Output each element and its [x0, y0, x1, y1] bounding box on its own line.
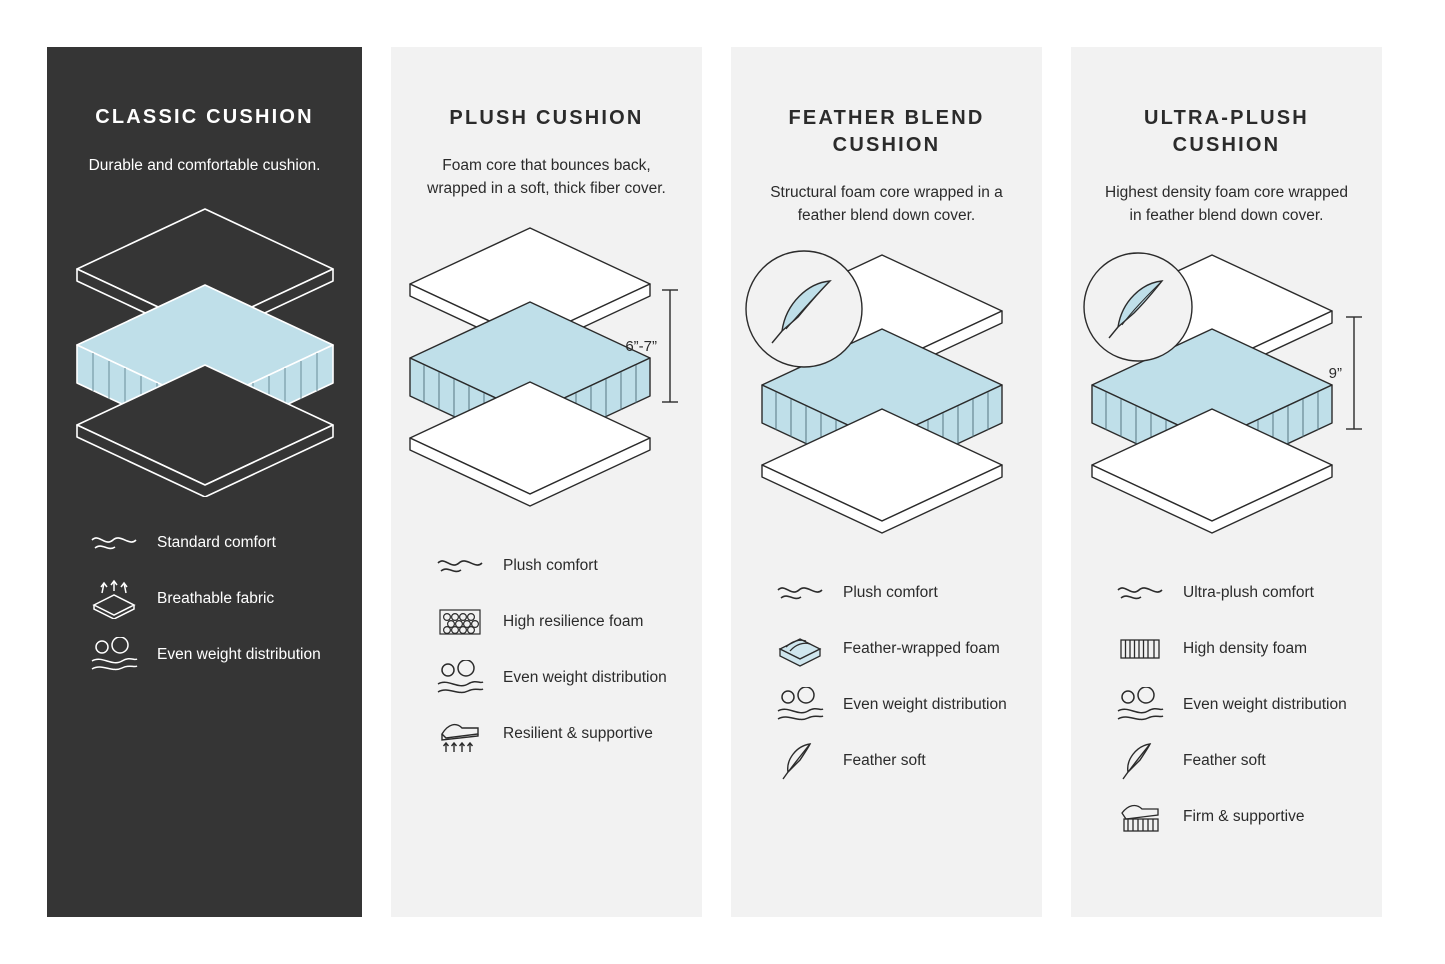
feature-item — [1071, 565, 1382, 621]
feature-item — [1071, 789, 1382, 845]
feature-label: Standard comfort — [157, 534, 276, 551]
feature-item — [731, 621, 1042, 677]
feature-list — [1071, 565, 1382, 845]
feature-list — [391, 538, 702, 762]
feature-label: Even weight distribution — [1183, 696, 1347, 713]
feature-item — [47, 515, 362, 571]
feature-label: Even weight distribution — [843, 696, 1007, 713]
feature-item — [391, 538, 702, 594]
card-title: CLASSIC CUSHION — [95, 106, 314, 128]
feature-label: Ultra-plush comfort — [1183, 584, 1314, 601]
feature-label: High density foam — [1183, 640, 1308, 657]
cushion-layers-svg — [742, 247, 1032, 547]
feature-item — [391, 650, 702, 706]
card-subtitle: Durable and comfortable cushion. — [88, 157, 321, 174]
feature-label: Resilient & supportive — [503, 725, 653, 742]
feature-label: Plush comfort — [843, 584, 938, 601]
cushion-layers-svg — [65, 197, 345, 497]
feature-label: Plush comfort — [503, 557, 598, 574]
cushion-exploded-diagram — [1071, 247, 1382, 547]
card-title: FEATHER BLEND CUSHION — [788, 107, 985, 156]
feather-badge — [746, 251, 862, 367]
honeycomb-foam-icon — [433, 602, 487, 642]
high-density-foam-icon — [1113, 629, 1167, 669]
breathable-fabric-icon — [87, 579, 141, 619]
feature-item — [391, 706, 702, 762]
feature-item — [47, 627, 362, 683]
card-subtitle: Highest density foam core wrapped in feather blend down cover. — [1105, 184, 1348, 224]
cushion-exploded-diagram — [731, 247, 1042, 547]
wave-icon — [433, 546, 487, 586]
feature-item — [1071, 621, 1382, 677]
feature-label: Even weight distribution — [503, 669, 667, 686]
feature-item — [1071, 733, 1382, 789]
card-title: PLUSH CUSHION — [449, 107, 644, 129]
feature-label: Feather-wrapped foam — [843, 640, 1000, 657]
feather-icon — [1113, 741, 1167, 781]
feature-label: High resilience foam — [503, 613, 644, 630]
weight-distribution-icon — [87, 635, 141, 675]
supportive-seat-icon — [433, 714, 487, 754]
feature-label: Even weight distribution — [157, 646, 321, 663]
feature-label: Firm & supportive — [1183, 808, 1305, 825]
wave-icon — [1113, 573, 1167, 613]
feature-item — [731, 565, 1042, 621]
wave-icon — [87, 523, 141, 563]
card-feather-blend-cushion[interactable] — [731, 47, 1042, 917]
feather-wrapped-foam-icon — [773, 629, 827, 669]
card-ultra-plush-cushion[interactable] — [1071, 47, 1382, 917]
cushion-layers-svg — [402, 220, 692, 520]
feature-item — [47, 571, 362, 627]
wave-icon — [773, 573, 827, 613]
feature-item — [391, 594, 702, 650]
feature-label: Breathable fabric — [157, 590, 275, 607]
card-title: ULTRA-PLUSH CUSHION — [1144, 107, 1309, 156]
card-subtitle: Foam core that bounces back, wrapped in a soft, thick fiber cover. — [427, 157, 666, 197]
feature-item — [1071, 677, 1382, 733]
feature-list — [47, 515, 362, 683]
weight-distribution-icon — [433, 658, 487, 698]
feature-label: Feather soft — [1183, 752, 1266, 769]
feature-item — [731, 677, 1042, 733]
dimension-label: 6”-7” — [624, 338, 657, 355]
weight-distribution-icon — [773, 685, 827, 725]
feature-item — [731, 733, 1042, 789]
weight-distribution-icon — [1113, 685, 1167, 725]
card-subtitle: Structural foam core wrapped in a feather blend down cover. — [770, 184, 1003, 224]
cushion-exploded-diagram — [47, 197, 362, 497]
feature-list — [731, 565, 1042, 789]
firm-supportive-icon — [1113, 797, 1167, 837]
cushion-layers-svg — [1082, 247, 1372, 547]
feather-badge — [1084, 253, 1192, 361]
card-plush-cushion[interactable] — [391, 47, 702, 917]
card-classic-cushion[interactable] — [47, 47, 362, 917]
dimension-label: 9” — [1328, 365, 1342, 382]
feature-label: Feather soft — [843, 752, 926, 769]
cushion-exploded-diagram — [391, 220, 702, 520]
feather-icon — [773, 741, 827, 781]
